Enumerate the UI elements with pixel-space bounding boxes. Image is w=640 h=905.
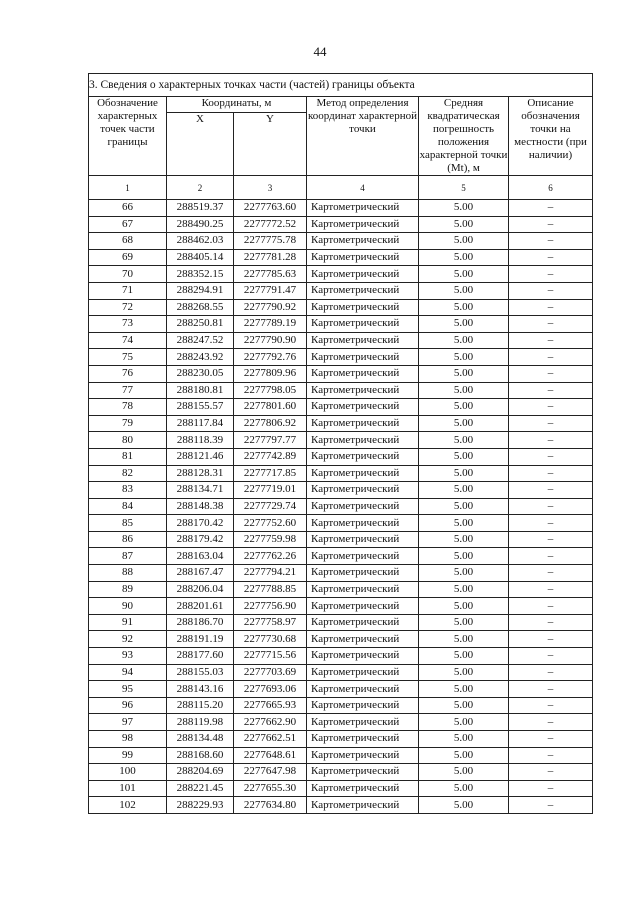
cell-error: 5.00 xyxy=(419,365,509,382)
cell-point: 86 xyxy=(89,531,167,548)
cell-method: Картометрический xyxy=(307,316,419,333)
cell-y: 2277634.80 xyxy=(234,797,307,814)
cell-y: 2277759.98 xyxy=(234,531,307,548)
cell-description: – xyxy=(509,216,593,233)
cell-x: 288115.20 xyxy=(167,697,234,714)
cell-y: 2277717.85 xyxy=(234,465,307,482)
cell-y: 2277791.47 xyxy=(234,282,307,299)
table-row xyxy=(89,681,593,698)
cell-y: 2277798.05 xyxy=(234,382,307,399)
cell-error: 5.00 xyxy=(419,399,509,416)
cell-method: Картометрический xyxy=(307,631,419,648)
cell-method: Картометрический xyxy=(307,399,419,416)
cell-method: Картометрический xyxy=(307,415,419,432)
cell-method: Картометрический xyxy=(307,299,419,316)
cell-method: Картометрический xyxy=(307,764,419,781)
cell-description: – xyxy=(509,598,593,615)
table-row xyxy=(89,432,593,449)
cell-point: 81 xyxy=(89,448,167,465)
cell-error: 5.00 xyxy=(419,664,509,681)
table-row xyxy=(89,531,593,548)
cell-error: 5.00 xyxy=(419,266,509,283)
cell-x: 288243.92 xyxy=(167,349,234,366)
page-number: 44 xyxy=(313,44,327,59)
cell-x: 288268.55 xyxy=(167,299,234,316)
cell-method: Картометрический xyxy=(307,598,419,615)
cell-y: 2277809.96 xyxy=(234,365,307,382)
cell-x: 288167.47 xyxy=(167,565,234,582)
cell-y: 2277792.76 xyxy=(234,349,307,366)
table-row xyxy=(89,598,593,615)
cell-point: 84 xyxy=(89,498,167,515)
table-row xyxy=(89,614,593,631)
table-row xyxy=(89,216,593,233)
cell-description: – xyxy=(509,631,593,648)
cell-description: – xyxy=(509,432,593,449)
table-row xyxy=(89,648,593,665)
cell-y: 2277662.90 xyxy=(234,714,307,731)
table-row xyxy=(89,764,593,781)
cell-error: 5.00 xyxy=(419,548,509,565)
cell-point: 92 xyxy=(89,631,167,648)
cell-error: 5.00 xyxy=(419,482,509,499)
cell-description: – xyxy=(509,697,593,714)
cell-x: 288229.93 xyxy=(167,797,234,814)
cell-error: 5.00 xyxy=(419,598,509,615)
cell-point: 70 xyxy=(89,266,167,283)
cell-y: 2277730.68 xyxy=(234,631,307,648)
cell-description: – xyxy=(509,515,593,532)
cell-y: 2277758.97 xyxy=(234,614,307,631)
cell-method: Картометрический xyxy=(307,249,419,266)
cell-y: 2277648.61 xyxy=(234,747,307,764)
table-row xyxy=(89,731,593,748)
cell-x: 288490.25 xyxy=(167,216,234,233)
cell-x: 288119.98 xyxy=(167,714,234,731)
cell-error: 5.00 xyxy=(419,316,509,333)
table-row xyxy=(89,282,593,299)
cell-error: 5.00 xyxy=(419,764,509,781)
table-row xyxy=(89,349,593,366)
cell-x: 288155.03 xyxy=(167,664,234,681)
cell-x: 288405.14 xyxy=(167,249,234,266)
cell-method: Картометрический xyxy=(307,664,419,681)
cell-point: 99 xyxy=(89,747,167,764)
cell-description: – xyxy=(509,332,593,349)
cell-error: 5.00 xyxy=(419,648,509,665)
cell-description: – xyxy=(509,548,593,565)
cell-y: 2277719.01 xyxy=(234,482,307,499)
cell-method: Картометрический xyxy=(307,349,419,366)
header-point: Обозначение характерных точек части границы xyxy=(89,97,167,176)
cell-x: 288177.60 xyxy=(167,648,234,665)
cell-description: – xyxy=(509,382,593,399)
header-error: Средняя квадратическая погрешность положения характерной точки (Mt), м xyxy=(419,97,508,174)
header-y: Y xyxy=(234,113,307,176)
cell-point: 98 xyxy=(89,731,167,748)
cell-error: 5.00 xyxy=(419,531,509,548)
cell-point: 97 xyxy=(89,714,167,731)
table-row xyxy=(89,697,593,714)
cell-error: 5.00 xyxy=(419,714,509,731)
cell-point: 80 xyxy=(89,432,167,449)
cell-description: – xyxy=(509,465,593,482)
cell-method: Картометрический xyxy=(307,648,419,665)
cell-description: – xyxy=(509,614,593,631)
cell-y: 2277790.92 xyxy=(234,299,307,316)
cell-point: 74 xyxy=(89,332,167,349)
table-row xyxy=(89,299,593,316)
table-row xyxy=(89,249,593,266)
cell-x: 288204.69 xyxy=(167,764,234,781)
table-row xyxy=(89,448,593,465)
cell-point: 72 xyxy=(89,299,167,316)
cell-method: Картометрический xyxy=(307,200,419,217)
cell-error: 5.00 xyxy=(419,565,509,582)
cell-point: 100 xyxy=(89,764,167,781)
cell-method: Картометрический xyxy=(307,780,419,797)
table-row xyxy=(89,382,593,399)
cell-error: 5.00 xyxy=(419,332,509,349)
cell-description: – xyxy=(509,747,593,764)
header-method: Метод определения координат характерной точки xyxy=(307,97,419,176)
header-coordinates: Координаты, м xyxy=(167,97,307,113)
cell-error: 5.00 xyxy=(419,681,509,698)
cell-description: – xyxy=(509,681,593,698)
boundary-points-table xyxy=(88,73,593,814)
table-row xyxy=(89,631,593,648)
cell-method: Картометрический xyxy=(307,365,419,382)
cell-error: 5.00 xyxy=(419,515,509,532)
cell-error: 5.00 xyxy=(419,282,509,299)
cell-description: – xyxy=(509,249,593,266)
cell-description: – xyxy=(509,714,593,731)
cell-point: 90 xyxy=(89,598,167,615)
cell-x: 288179.42 xyxy=(167,531,234,548)
cell-method: Картометрический xyxy=(307,216,419,233)
cell-x: 288168.60 xyxy=(167,747,234,764)
cell-description: – xyxy=(509,266,593,283)
cell-y: 2277693.06 xyxy=(234,681,307,698)
table-row xyxy=(89,797,593,814)
cell-y: 2277715.56 xyxy=(234,648,307,665)
table-row xyxy=(89,780,593,797)
cell-method: Картометрический xyxy=(307,498,419,515)
table-row xyxy=(89,465,593,482)
cell-description: – xyxy=(509,299,593,316)
column-numbers-row xyxy=(89,176,593,200)
cell-point: 89 xyxy=(89,581,167,598)
cell-x: 288134.71 xyxy=(167,482,234,499)
cell-point: 85 xyxy=(89,515,167,532)
cell-error: 5.00 xyxy=(419,299,509,316)
cell-description: – xyxy=(509,797,593,814)
cell-point: 66 xyxy=(89,200,167,217)
cell-y: 2277742.89 xyxy=(234,448,307,465)
cell-y: 2277801.60 xyxy=(234,399,307,416)
cell-x: 288163.04 xyxy=(167,548,234,565)
cell-description: – xyxy=(509,581,593,598)
cell-y: 2277752.60 xyxy=(234,515,307,532)
cell-description: – xyxy=(509,399,593,416)
table-row xyxy=(89,365,593,382)
cell-description: – xyxy=(509,365,593,382)
cell-method: Картометрический xyxy=(307,448,419,465)
cell-y: 2277781.28 xyxy=(234,249,307,266)
cell-x: 288250.81 xyxy=(167,316,234,333)
cell-description: – xyxy=(509,448,593,465)
section-title: 3. Сведения о характерных точках части (частей) границы объекта xyxy=(89,74,593,97)
cell-method: Картометрический xyxy=(307,714,419,731)
cell-method: Картометрический xyxy=(307,747,419,764)
cell-method: Картометрический xyxy=(307,482,419,499)
cell-y: 2277662.51 xyxy=(234,731,307,748)
cell-point: 79 xyxy=(89,415,167,432)
table-row xyxy=(89,747,593,764)
cell-point: 76 xyxy=(89,365,167,382)
cell-point: 91 xyxy=(89,614,167,631)
cell-point: 75 xyxy=(89,349,167,366)
table-row xyxy=(89,498,593,515)
cell-point: 96 xyxy=(89,697,167,714)
cell-point: 78 xyxy=(89,399,167,416)
cell-x: 288191.19 xyxy=(167,631,234,648)
cell-point: 102 xyxy=(89,797,167,814)
cell-x: 288186.70 xyxy=(167,614,234,631)
cell-error: 5.00 xyxy=(419,731,509,748)
table-row xyxy=(89,332,593,349)
cell-y: 2277788.85 xyxy=(234,581,307,598)
table-row xyxy=(89,316,593,333)
cell-x: 288118.39 xyxy=(167,432,234,449)
table-row xyxy=(89,200,593,217)
cell-x: 288117.84 xyxy=(167,415,234,432)
cell-point: 67 xyxy=(89,216,167,233)
cell-error: 5.00 xyxy=(419,233,509,250)
cell-method: Картометрический xyxy=(307,432,419,449)
cell-x: 288247.52 xyxy=(167,332,234,349)
cell-error: 5.00 xyxy=(419,747,509,764)
cell-y: 2277665.93 xyxy=(234,697,307,714)
cell-method: Картометрический xyxy=(307,465,419,482)
cell-point: 73 xyxy=(89,316,167,333)
cell-description: – xyxy=(509,316,593,333)
cell-x: 288121.46 xyxy=(167,448,234,465)
cell-point: 93 xyxy=(89,648,167,665)
table-row xyxy=(89,415,593,432)
cell-x: 288148.38 xyxy=(167,498,234,515)
cell-method: Картометрический xyxy=(307,332,419,349)
cell-y: 2277794.21 xyxy=(234,565,307,582)
table-row xyxy=(89,515,593,532)
cell-y: 2277790.90 xyxy=(234,332,307,349)
cell-point: 94 xyxy=(89,664,167,681)
cell-method: Картометрический xyxy=(307,282,419,299)
cell-point: 95 xyxy=(89,681,167,698)
cell-x: 288180.81 xyxy=(167,382,234,399)
cell-y: 2277647.98 xyxy=(234,764,307,781)
column-number: 6 xyxy=(509,176,593,200)
cell-point: 69 xyxy=(89,249,167,266)
cell-x: 288294.91 xyxy=(167,282,234,299)
cell-x: 288143.16 xyxy=(167,681,234,698)
cell-method: Картометрический xyxy=(307,531,419,548)
cell-error: 5.00 xyxy=(419,465,509,482)
cell-description: – xyxy=(509,415,593,432)
column-number: 2 xyxy=(167,176,234,200)
cell-y: 2277655.30 xyxy=(234,780,307,797)
cell-point: 87 xyxy=(89,548,167,565)
cell-error: 5.00 xyxy=(419,581,509,598)
cell-x: 288230.05 xyxy=(167,365,234,382)
table-row xyxy=(89,399,593,416)
cell-method: Картометрический xyxy=(307,565,419,582)
section-title-row xyxy=(89,74,593,97)
cell-y: 2277729.74 xyxy=(234,498,307,515)
cell-description: – xyxy=(509,780,593,797)
column-number: 3 xyxy=(234,176,307,200)
cell-x: 288201.61 xyxy=(167,598,234,615)
cell-description: – xyxy=(509,764,593,781)
cell-description: – xyxy=(509,233,593,250)
cell-x: 288352.15 xyxy=(167,266,234,283)
cell-description: – xyxy=(509,349,593,366)
table-row xyxy=(89,581,593,598)
cell-method: Картометрический xyxy=(307,515,419,532)
cell-error: 5.00 xyxy=(419,780,509,797)
cell-x: 288462.03 xyxy=(167,233,234,250)
cell-description: – xyxy=(509,664,593,681)
cell-description: – xyxy=(509,565,593,582)
cell-error: 5.00 xyxy=(419,249,509,266)
cell-point: 83 xyxy=(89,482,167,499)
cell-x: 288134.48 xyxy=(167,731,234,748)
cell-y: 2277762.26 xyxy=(234,548,307,565)
cell-description: – xyxy=(509,282,593,299)
column-number: 4 xyxy=(307,176,419,200)
cell-description: – xyxy=(509,200,593,217)
cell-method: Картометрический xyxy=(307,697,419,714)
cell-description: – xyxy=(509,648,593,665)
header-description: Описание обозначения точки на местности (при наличии) xyxy=(509,97,593,176)
cell-y: 2277797.77 xyxy=(234,432,307,449)
cell-method: Картометрический xyxy=(307,266,419,283)
cell-error: 5.00 xyxy=(419,498,509,515)
cell-x: 288519.37 xyxy=(167,200,234,217)
cell-y: 2277763.60 xyxy=(234,200,307,217)
cell-error: 5.00 xyxy=(419,415,509,432)
cell-method: Картометрический xyxy=(307,614,419,631)
table-row xyxy=(89,548,593,565)
cell-error: 5.00 xyxy=(419,382,509,399)
cell-point: 68 xyxy=(89,233,167,250)
cell-point: 77 xyxy=(89,382,167,399)
column-number: 5 xyxy=(419,176,509,200)
cell-method: Картометрический xyxy=(307,731,419,748)
cell-y: 2277703.69 xyxy=(234,664,307,681)
cell-method: Картометрический xyxy=(307,548,419,565)
cell-x: 288170.42 xyxy=(167,515,234,532)
cell-error: 5.00 xyxy=(419,349,509,366)
cell-y: 2277785.63 xyxy=(234,266,307,283)
cell-error: 5.00 xyxy=(419,200,509,217)
cell-method: Картометрический xyxy=(307,681,419,698)
header-row xyxy=(89,97,593,113)
column-number: 1 xyxy=(89,176,167,200)
cell-description: – xyxy=(509,498,593,515)
cell-error: 5.00 xyxy=(419,448,509,465)
cell-description: – xyxy=(509,531,593,548)
cell-description: – xyxy=(509,482,593,499)
cell-y: 2277789.19 xyxy=(234,316,307,333)
cell-x: 288221.45 xyxy=(167,780,234,797)
table-row xyxy=(89,233,593,250)
cell-y: 2277756.90 xyxy=(234,598,307,615)
table-row xyxy=(89,565,593,582)
cell-error: 5.00 xyxy=(419,631,509,648)
cell-y: 2277806.92 xyxy=(234,415,307,432)
cell-method: Картометрический xyxy=(307,233,419,250)
cell-error: 5.00 xyxy=(419,697,509,714)
cell-point: 88 xyxy=(89,565,167,582)
table-row xyxy=(89,482,593,499)
table-row xyxy=(89,266,593,283)
table-row xyxy=(89,714,593,731)
cell-description: – xyxy=(509,731,593,748)
cell-method: Картометрический xyxy=(307,382,419,399)
cell-y: 2277775.78 xyxy=(234,233,307,250)
cell-method: Картометрический xyxy=(307,797,419,814)
cell-x: 288206.04 xyxy=(167,581,234,598)
cell-x: 288128.31 xyxy=(167,465,234,482)
table-body xyxy=(89,200,593,814)
cell-method: Картометрический xyxy=(307,581,419,598)
cell-error: 5.00 xyxy=(419,614,509,631)
cell-point: 82 xyxy=(89,465,167,482)
cell-point: 71 xyxy=(89,282,167,299)
cell-x: 288155.57 xyxy=(167,399,234,416)
cell-error: 5.00 xyxy=(419,797,509,814)
cell-error: 5.00 xyxy=(419,432,509,449)
table-row xyxy=(89,664,593,681)
cell-error: 5.00 xyxy=(419,216,509,233)
cell-point: 101 xyxy=(89,780,167,797)
header-x: X xyxy=(167,113,234,176)
cell-y: 2277772.52 xyxy=(234,216,307,233)
